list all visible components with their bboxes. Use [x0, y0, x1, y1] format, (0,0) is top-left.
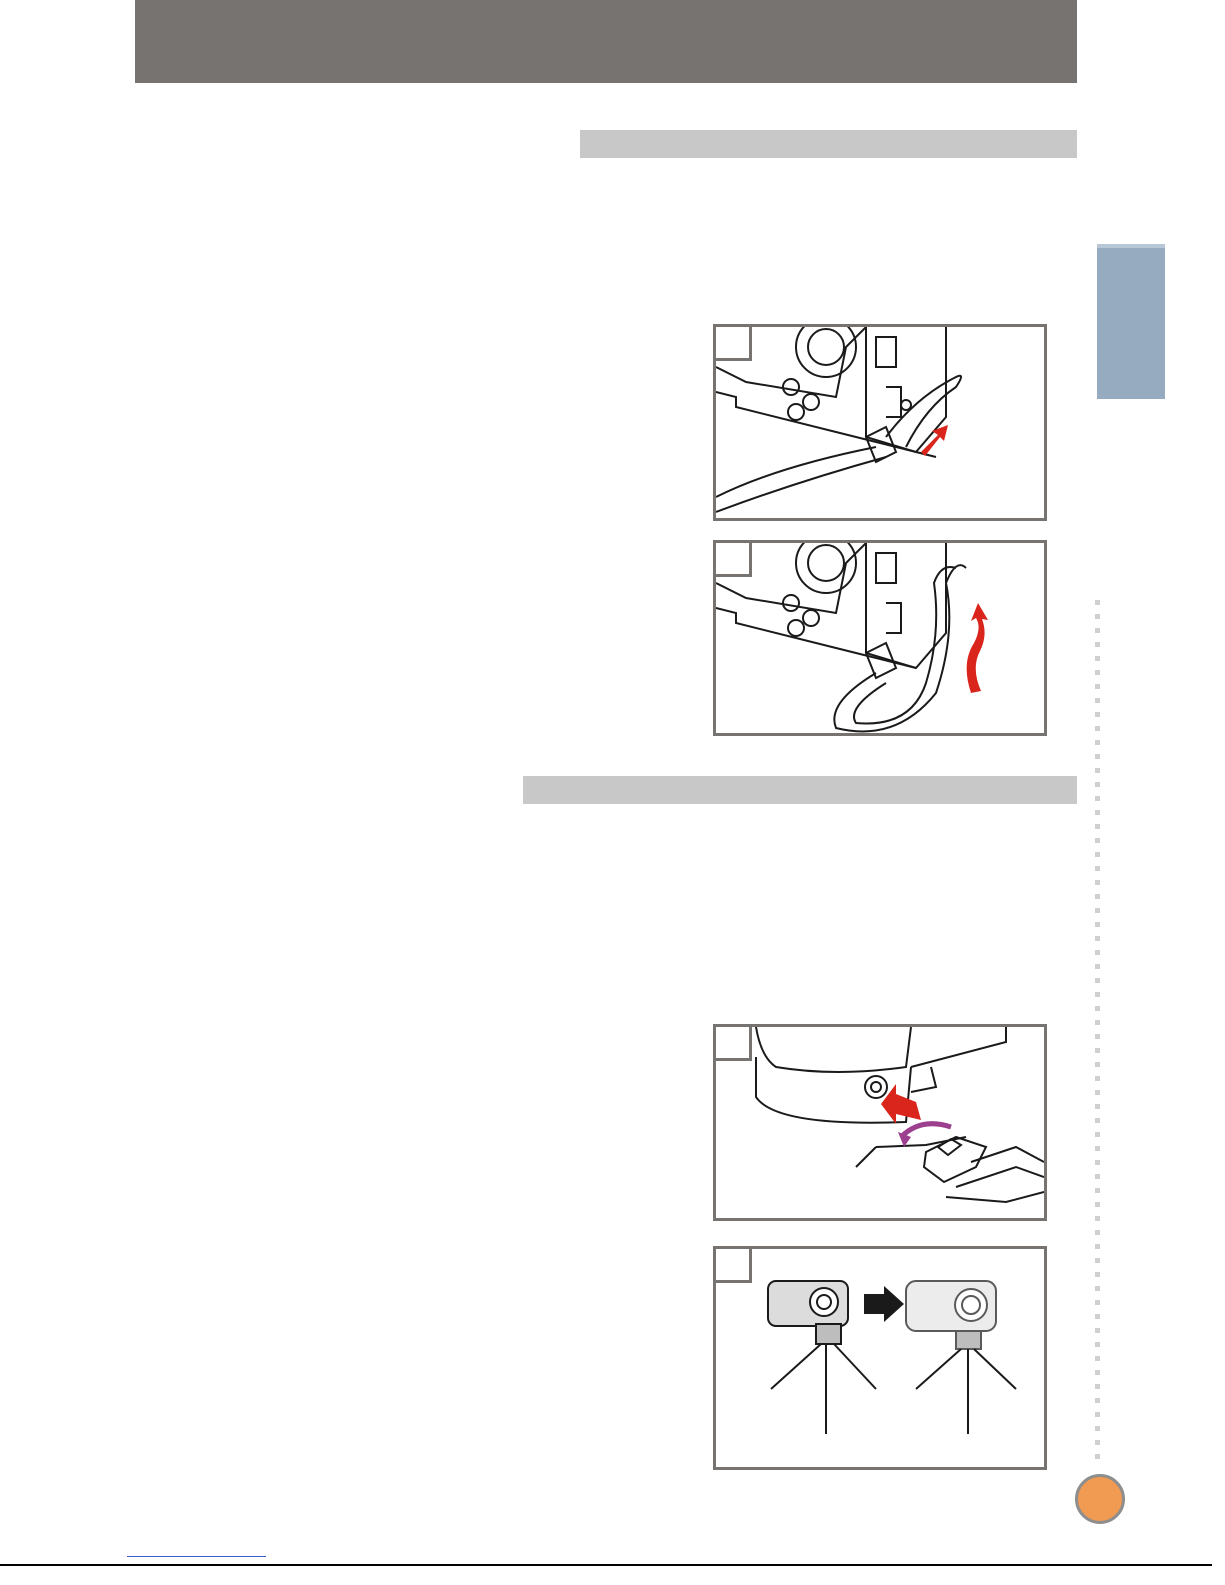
section-heading-bar-tripod — [523, 776, 1077, 804]
strap-pull-through-icon — [716, 543, 1044, 733]
strap-loop-threading-icon — [716, 327, 1044, 518]
step-number-box — [716, 543, 752, 577]
step-number-box — [716, 1027, 752, 1061]
page-number-badge — [1075, 1474, 1125, 1524]
dotted-margin-rule — [1095, 600, 1105, 1470]
tripod-screw-attach-icon — [716, 1027, 1044, 1218]
strap-step-1-figure — [713, 324, 1047, 521]
step-number-box — [716, 327, 752, 361]
chapter-side-tab[interactable] — [1097, 244, 1165, 399]
step-number-box — [716, 1249, 752, 1283]
footer-link-underline[interactable] — [127, 1556, 266, 1557]
section-heading-bar-strap — [580, 130, 1077, 158]
tripod-step-2-figure — [713, 1246, 1047, 1470]
strap-step-2-figure — [713, 540, 1047, 736]
tripod-step-1-figure — [713, 1024, 1047, 1221]
camera-on-tripod-icon — [716, 1249, 1044, 1467]
header-bar — [135, 0, 1077, 83]
footer-rule — [0, 1564, 1212, 1566]
